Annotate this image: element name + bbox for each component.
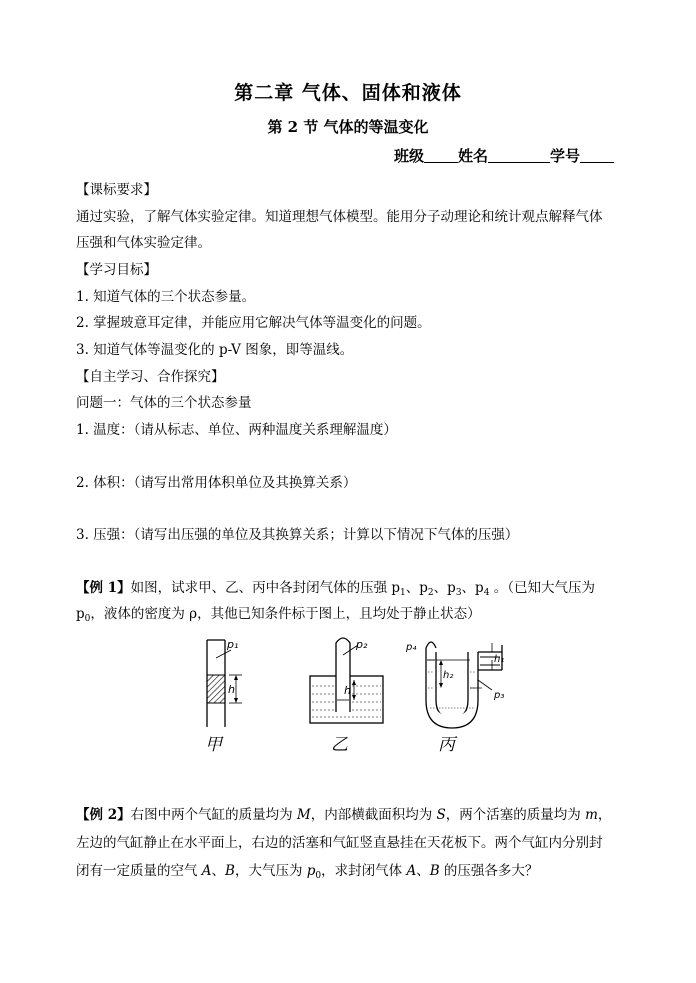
example-1-tag: 【例 1】 (76, 580, 131, 596)
problem-1: 问题一：气体的三个状态参量 (76, 395, 252, 411)
label-yi: 乙 (331, 735, 348, 755)
example-2-text: ，两个活塞的质量均为 (445, 807, 586, 823)
question-pressure: 3. 压强：（请写出压强的单位及其换算关系；计算以下情况下气体的压强） (76, 527, 519, 543)
standard-line-1: 通过实验，了解气体实验定律。知道理想气体模型。能用分子动理论和统计观点解释气体 (76, 209, 603, 225)
goal-1: 1. 知道气体的三个状态参量。 (76, 289, 256, 305)
example-1-text: 。（已知大气压为 (489, 580, 595, 596)
example-2-line-3 (76, 859, 538, 881)
var-S: S (436, 807, 446, 823)
explore-heading: 【自主学习、合作探究】 (76, 369, 225, 385)
label-h-yi: h (344, 684, 351, 697)
p0-symbol: p (76, 606, 85, 622)
name-label: 姓名 (457, 147, 488, 165)
var-A: A (201, 863, 212, 879)
example-2-text: 闭有一定质量的空气 (76, 863, 202, 879)
subscript: 2 (427, 588, 434, 598)
label-h1: h₁ (494, 654, 505, 665)
separator: 、 (416, 863, 430, 879)
figure-bing (426, 642, 505, 728)
inverted-tube (336, 638, 350, 712)
class-label: 班级 (393, 147, 424, 165)
goal-3: 3. 知道气体等温变化的 p-V 图象，即等温线。 (76, 342, 354, 358)
example-1-text: 、p (461, 580, 484, 596)
var-B: B (429, 863, 440, 879)
example-2-text: 的压强各多大？ (439, 863, 539, 879)
var-p: p (306, 863, 316, 879)
id-label: 学号 (549, 147, 580, 165)
example-2-tag: 【例 2】 (76, 807, 131, 823)
question-temperature: 1. 温度：（请从标志、单位、两种温度关系理解温度） (76, 422, 397, 438)
figure-jia (207, 640, 242, 727)
standard-line-2: 压强和气体实验定律。 (76, 235, 211, 251)
figure-yi (310, 638, 383, 723)
example-2-text: ，大气压为 (234, 863, 307, 879)
var-m: m (585, 807, 598, 823)
label-bing: 丙 (438, 735, 455, 755)
label-p2: p₂ (356, 638, 368, 651)
example-1-text: ，液体的密度为 ρ，其他已知条件标于图上，且均处于静止状态） (90, 606, 481, 622)
subscript: 4 (483, 588, 490, 598)
subscript: 0 (84, 614, 91, 624)
example-1-text: 如图，试求甲、乙、丙中各封闭气体的压强 p (130, 580, 401, 596)
subscript: 3 (455, 588, 462, 598)
label-h-jia: h (228, 683, 235, 696)
var-A: A (406, 863, 417, 879)
example-2-text: ，求封闭气体 (321, 863, 407, 879)
label-p1: p₁ (227, 638, 239, 651)
label-p3: p₃ (494, 690, 505, 701)
label-p4: p₄ (406, 642, 417, 653)
label-h2: h₂ (443, 670, 454, 681)
subscript: 0 (315, 871, 322, 881)
example-2-text: ，内部横截面积均为 (310, 807, 437, 823)
example-1-text: 、p (405, 580, 428, 596)
var-M: M (296, 807, 311, 823)
standard-heading: 【课标要求】 (76, 182, 157, 198)
example-2-text: 右图中两个气缸的质量均为 (130, 807, 297, 823)
example-2-text: ， (597, 807, 612, 823)
question-volume: 2. 体积：（请写出常用体积单位及其换算关系） (76, 475, 357, 491)
goal-2: 2. 掌握玻意耳定律，并能应用它解决气体等温变化的问题。 (76, 315, 431, 331)
example-2-line-2: 左边的气缸静止在水平面上，右边的活塞和气缸竖直悬挂在天花板下。两个气缸内分别封 (76, 835, 603, 851)
chapter-title: 第二章 气体、固体和液体 (234, 82, 462, 104)
goals-heading: 【学习目标】 (76, 262, 157, 278)
label-jia: 甲 (205, 735, 222, 755)
example-1-text: 、p (433, 580, 456, 596)
separator: 、 (211, 863, 226, 879)
example-2-line-1 (76, 803, 611, 823)
liquid-column (207, 675, 225, 703)
var-B: B (225, 863, 235, 879)
section-title: 第 2 节 气体的等温变化 (267, 118, 429, 136)
subscript: 1 (400, 588, 406, 598)
